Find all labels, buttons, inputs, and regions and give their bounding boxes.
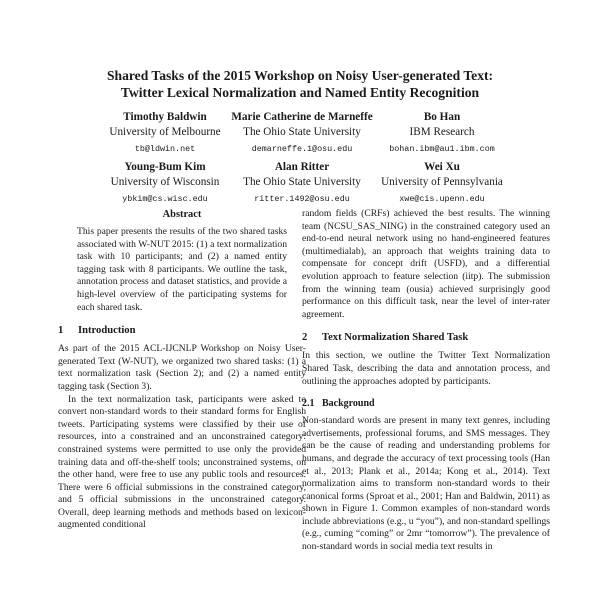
author-name: Young-Bum Kim <box>124 161 206 173</box>
left-column <box>58 208 306 532</box>
intro-continuation: random fields (CRFs) achieved the best results. The winning team (NCSU_SAS_NING) in the constrained category used an end-to-end neural network using no hand-engineered features (multimedialab), an approach that weights training data to compensate for concept drift (USFD), and a differential evolution approach to feature selection (iitp). The submission from the winning team (ousia) achieved surprisingly good performance on this difficult task, near the level of inter-rater agreement. <box>302 208 550 320</box>
section-heading-introduction <box>58 324 306 337</box>
abstract-heading: Abstract <box>162 209 202 220</box>
author-email: tb@ldwin.net <box>134 144 196 154</box>
author-affiliation: University of Melbourne <box>109 126 221 138</box>
abstract-text: This paper presents the results of the two shared tasks associated with W-NUT 2015: (1) a text normalization task with 10 participants; and (2) a named entity tagging task with 8 participants. We outline the task, annotation process and dataset statistics, and provide a high-level overview of the participating systems for each shared task. <box>77 226 287 313</box>
right-column <box>302 208 550 554</box>
author-email: demarneffe.1@osu.edu <box>251 144 353 154</box>
normalization-paragraph: In this section, we outline the Twitter Text Normalization Shared Task, describing the data and annotation process, and outlining the approaches adopted by participants. <box>302 350 550 387</box>
author-affiliation: The Ohio State University <box>243 126 361 138</box>
author-name: Timothy Baldwin <box>123 111 207 123</box>
author-affiliation: The Ohio State University <box>243 176 361 188</box>
subsection-title: Background <box>322 398 375 410</box>
section-number: 1 <box>58 325 64 337</box>
author-email: ybkim@cs.wisc.edu <box>122 194 208 204</box>
subsection-number: 2.1 <box>302 398 315 410</box>
intro-paragraph: As part of the 2015 ACL-IJCNLP Workshop on Noisy User-generated Text (W-NUT), we organized two shared tasks: (1) a text normalization task (Section 2); and (2) a named entity tagging task (Section 3). <box>58 343 306 392</box>
author-block <box>342 160 542 205</box>
author-affiliation: IBM Research <box>409 126 475 138</box>
section-heading-normalization <box>302 331 550 344</box>
author-affiliation: University of Pennsylvania <box>381 176 503 188</box>
author-block <box>342 110 542 155</box>
author-name: Alan Ritter <box>274 161 330 173</box>
author-affiliation: University of Wisconsin <box>110 176 220 188</box>
section-title: Introduction <box>78 325 136 337</box>
subsection-heading-background <box>302 397 550 410</box>
author-name: Wei Xu <box>424 161 460 173</box>
author-name: Marie Catherine de Marneffe <box>231 111 373 123</box>
paper-title-line: Twitter Lexical Normalization and Named Entity Recognition <box>120 85 480 100</box>
intro-paragraph: In the text normalization task, participants were asked to convert non-standard words to their standard forms for English tweets. Participating systems were classified by their use of resources, into a constrained and an unconstrained category: constrained systems were permitted to use only the provided training data and off-the-shelf tools; unconstrained systems, on the other hand, were free to use any public tools and resources. There were 6 official submissions in the constrained category, and 5 official submissions in the unconstrained category. Overall, deep learning methods and methods based on lexicon-augmented conditional <box>58 393 306 531</box>
paper-title-line: Shared Tasks of the 2015 Workshop on Noisy User-generated Text: <box>106 68 494 83</box>
section-number: 2 <box>302 332 308 344</box>
section-title: Text Normalization Shared Task <box>322 332 469 344</box>
author-email: bohan.ibm@au1.ibm.com <box>389 144 495 154</box>
author-email: xwe@cis.upenn.edu <box>399 194 485 204</box>
author-email: ritter.1492@osu.edu <box>254 194 350 204</box>
background-paragraph: Non-standard words are present in many text genres, including advertisements, professional forums, and SMS messages. They can be the cause of reading and understanding problems for humans, and degrade the accuracy of text processing tools (Han et al., 2013; Plank et al., 2014a; Kong et al., 2014). Text normalization aims to transform non-standard words to their canonical forms (Sproat et al., 2001; Han and Baldwin, 2011) as shown in Figure 1. Common examples of non-standard words include abbreviations (e.g., u “you”), and non-standard spellings (e.g., cuming “coming” or 2mr “tomorrow”). The prevalence of non-standard words in social media text results in <box>302 415 550 553</box>
author-name: Bo Han <box>423 111 461 123</box>
paper-title <box>0 67 600 101</box>
